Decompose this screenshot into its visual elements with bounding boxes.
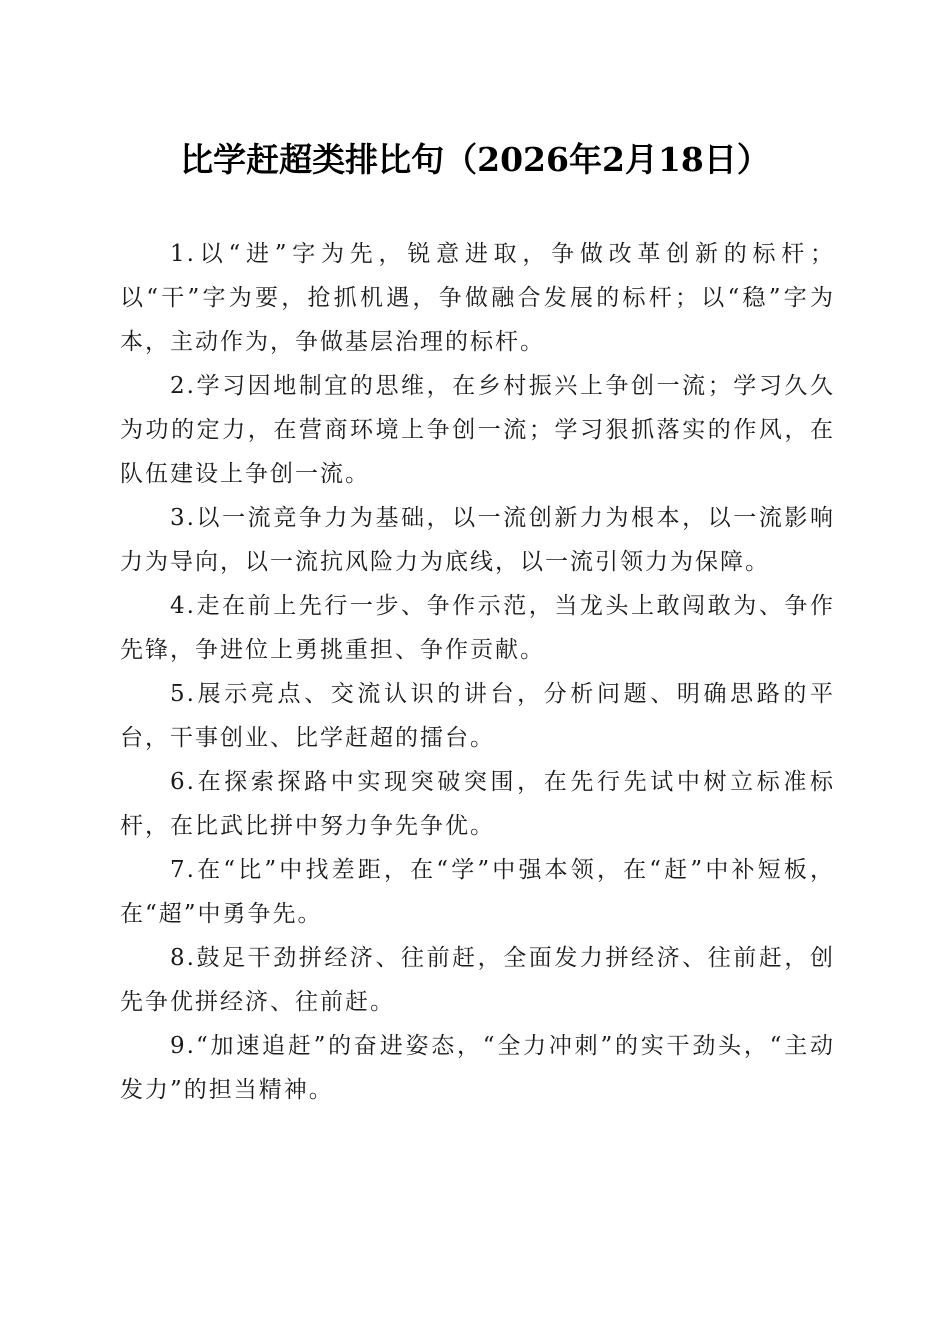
paragraph-4: 4.走在前上先行一步、争作示范，当龙头上敢闯敢为、争作先锋，争进位上勇挑重担、争作贡献。 [120,593,835,663]
paragraph-2: 2.学习因地制宜的思维，在乡村振兴上争创一流；学习久久为功的定力，在营商环境上争创一流；学习狠抓落实的作风，在队伍建设上争创一流。 [120,373,835,487]
paragraph-5: 5.展示亮点、交流认识的讲台，分析问题、明确思路的平台，干事创业、比学赶超的擂台。 [120,681,835,751]
paragraph-1: 1.以“进”字为先，锐意进取，争做改革创新的标杆；以“干”字为要，抢抓机遇，争做融合发展的标杆；以“稳”字为本，主动作为，争做基层治理的标杆。 [120,241,835,355]
document-title: 比学赶超类排比句（2026年2月18日） [180,140,770,179]
paragraph-9: 9.“加速追赶”的奋进姿态，“全力冲刺”的实干劲头，“主动发力”的担当精神。 [120,1033,835,1103]
document-body [120,232,835,1112]
paragraph-6: 6.在探索探路中实现突破突围，在先行先试中树立标准标杆，在比武比拼中努力争先争优。 [120,769,835,839]
paragraph-3: 3.以一流竞争力为基础，以一流创新力为根本，以一流影响力为导向，以一流抗风险力为底线，以一流引领力为保障。 [120,505,835,575]
paragraph-8: 8.鼓足干劲拼经济、往前赶，全面发力拼经济、往前赶，创先争优拼经济、往前赶。 [120,945,835,1015]
paragraph-7: 7.在“比”中找差距，在“学”中强本领，在“赶”中补短板，在“超”中勇争先。 [120,857,835,927]
